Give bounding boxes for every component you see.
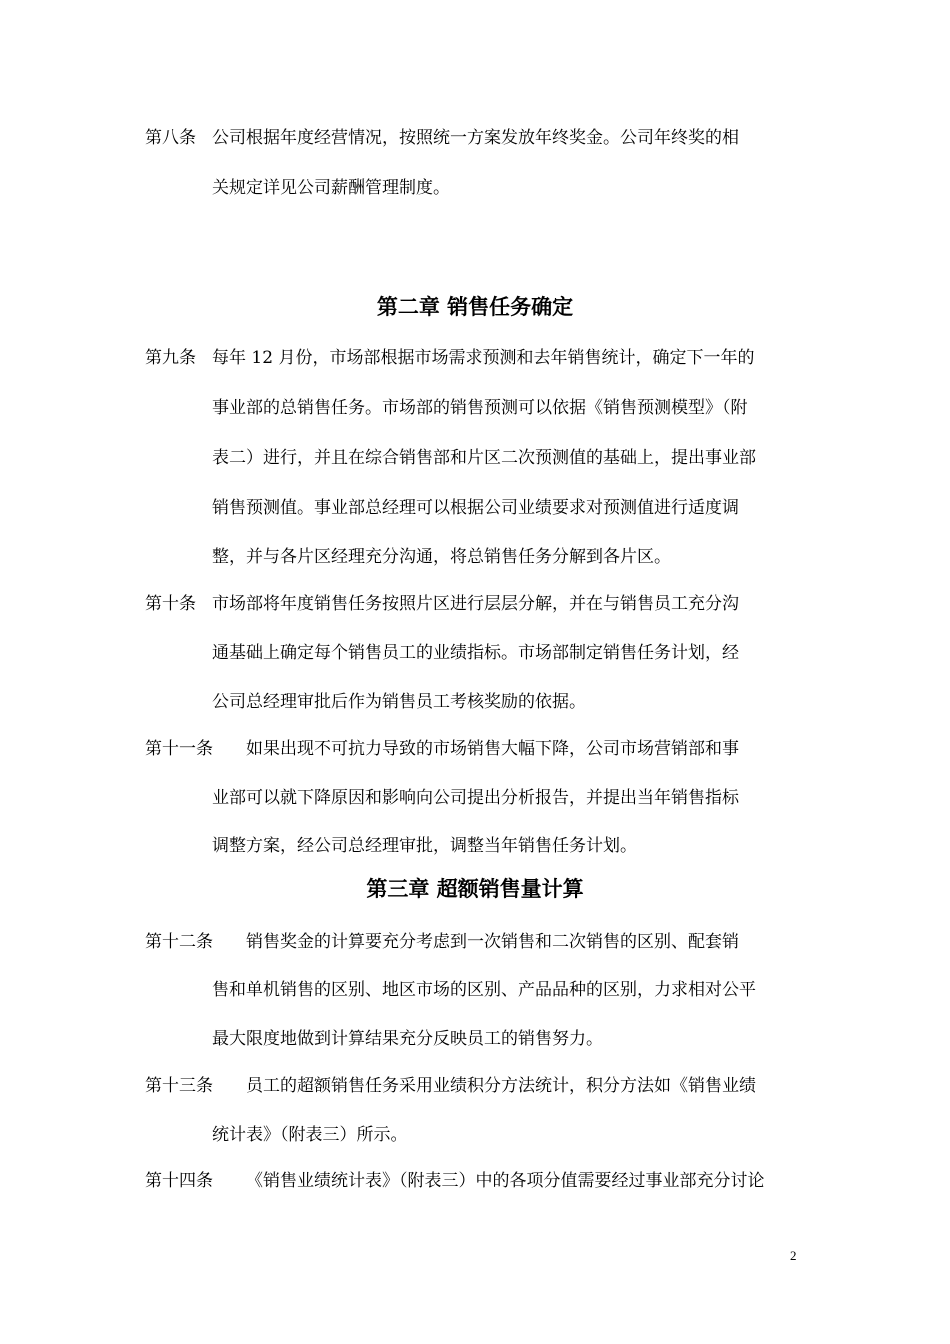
article-text: 业部可以就下降原因和影响向公司提出分析报告，并提出当年销售指标 bbox=[212, 788, 739, 808]
article-text: 表二）进行，并且在综合销售部和片区二次预测值的基础上，提出事业部 bbox=[212, 448, 756, 468]
article-text: 销售预测值。事业部总经理可以根据公司业绩要求对预测值进行适度调 bbox=[212, 498, 739, 518]
chapter-3-heading: 第三章 超额销售量计算 bbox=[366, 877, 584, 901]
article-label: 第十条 bbox=[145, 594, 196, 614]
article-label: 第十一条 bbox=[145, 739, 213, 759]
article-text: 员工的超额销售任务采用业绩积分方法统计，积分方法如《销售业绩 bbox=[246, 1076, 756, 1096]
article-text: 每年 12 月份，市场部根据市场需求预测和去年销售统计，确定下一年的 bbox=[212, 348, 755, 368]
chapter-2-heading: 第二章 销售任务确定 bbox=[376, 295, 574, 319]
article-text: 统计表》（附表三）所示。 bbox=[212, 1125, 408, 1145]
page-number: 2 bbox=[790, 1248, 797, 1263]
article-text: 通基础上确定每个销售员工的业绩指标。市场部制定销售任务计划，经 bbox=[212, 643, 739, 663]
article-text: 事业部的总销售任务。市场部的销售预测可以依据《销售预测模型》（附 bbox=[212, 398, 748, 418]
article-text: 销售奖金的计算要充分考虑到一次销售和二次销售的区别、配套销 bbox=[246, 932, 739, 952]
article-label: 第九条 bbox=[145, 348, 196, 368]
article-text: 整，并与各片区经理充分沟通，将总销售任务分解到各片区。 bbox=[212, 547, 671, 567]
article-text: 公司总经理审批后作为销售员工考核奖励的依据。 bbox=[212, 692, 586, 712]
article-label: 第十三条 bbox=[145, 1076, 213, 1096]
article-text: 关规定详见公司薪酬管理制度。 bbox=[212, 178, 450, 198]
article-text: 最大限度地做到计算结果充分反映员工的销售努力。 bbox=[212, 1029, 603, 1049]
article-text: 《销售业绩统计表》（附表三）中的各项分值需要经过事业部充分讨论 bbox=[246, 1171, 765, 1191]
article-text: 公司根据年度经营情况，按照统一方案发放年终奖金。公司年终奖的相 bbox=[212, 128, 739, 148]
article-label: 第十二条 bbox=[145, 932, 213, 952]
article-label: 第八条 bbox=[145, 128, 196, 148]
article-text: 如果出现不可抗力导致的市场销售大幅下降，公司市场营销部和事 bbox=[246, 739, 739, 759]
article-text: 调整方案，经公司总经理审批，调整当年销售任务计划。 bbox=[212, 836, 637, 856]
article-label: 第十四条 bbox=[145, 1171, 213, 1191]
article-text: 售和单机销售的区别、地区市场的区别、产品品种的区别，力求相对公平 bbox=[212, 980, 756, 1000]
article-text: 市场部将年度销售任务按照片区进行层层分解，并在与销售员工充分沟 bbox=[212, 594, 739, 614]
